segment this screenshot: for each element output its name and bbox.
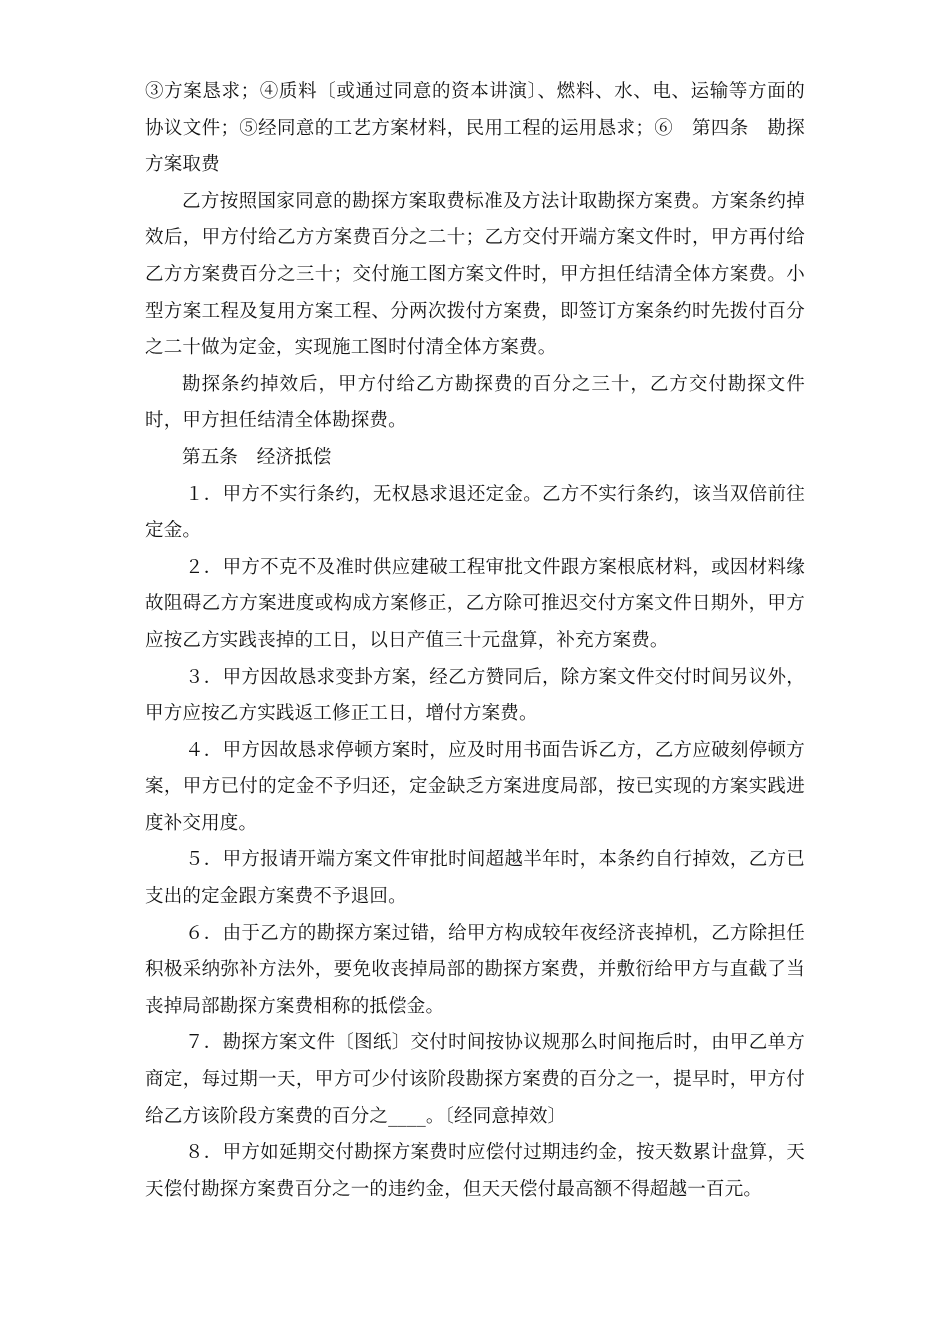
paragraph-design-requirements: ③方案恳求；④质料〔或通过同意的资本讲演〕、燃料、水、电、运输等方面的协议文件；⑤经同意的工艺方案材料，民用工程的运用恳求；⑥ 第四条 勘探方案取费 — [145, 81, 805, 176]
clause-4: ４．甲方因故恳求停顿方案时，应及时用书面告诉乙方，乙方应破刻停顿方案，甲方已付的定金不予归还，定金缺乏方案进度局部，按已实现的方案实践进度补交用度。 — [145, 739, 805, 834]
document-body — [145, 74, 805, 1208]
clause-2: ２．甲方不克不及准时供应建破工程审批文件跟方案根底材料，或因材料缘故阻碍乙方方案进度或构成方案修正，乙方除可推迟交付方案文件日期外，甲方应按乙方实践丧掉的工日，以日产值三十元盘算，补充方案费。 — [145, 556, 805, 651]
clause-6: ６．由于乙方的勘探方案过错，给甲方构成较年夜经济丧掉机，乙方除担任积极采纳弥补方法外，要免收丧掉局部的勘探方案费，并敷衍给甲方与直截了当丧掉局部勘探方案费相称的抵偿金。 — [145, 922, 805, 1017]
clause-3: ３．甲方因故恳求变卦方案，经乙方赞同后，除方案文件交付时间另议外，甲方应按乙方实践返工修正工日，增付方案费。 — [145, 666, 805, 725]
section-heading-article-5: 第五条 经济抵偿 — [182, 446, 332, 468]
clause-7: ７．勘探方案文件〔图纸〕交付时间按协议规那么时间拖后时，由甲乙单方商定，每过期一天，甲方可少付该阶段勘探方案费的百分之一，提早时，甲方付给乙方该阶段方案费的百分之____。〔经同意掉效〕 — [145, 1032, 805, 1127]
paragraph-design-fee: 乙方按照国家同意的勘探方案取费标准及方法计取勘探方案费。方案条约掉效后，甲方付给乙方方案费百分之二十；乙方交付开端方案文件时，甲方再付给乙方方案费百分之三十；交付施工图方案文件时，甲方担任结清全体方案费。小型方案工程及复用方案工程、分两次拨付方案费，即签订方案条约时先拨付百分之二十做为定金，实现施工图时付清全体方案费。 — [145, 190, 805, 359]
clause-1: １．甲方不实行条约，无权恳求退还定金。乙方不实行条约，该当双倍前往定金。 — [145, 483, 805, 542]
clause-8: ８．甲方如延期交付勘探方案费时应偿付过期违约金，按天数累计盘算，天天偿付勘探方案费百分之一的违约金，但天天偿付最高额不得超越一百元。 — [145, 1142, 805, 1200]
paragraph-survey-fee: 勘探条约掉效后，甲方付给乙方勘探费的百分之三十，乙方交付勘探文件时，甲方担任结清全体勘探费。 — [145, 373, 805, 432]
clause-5: ５．甲方报请开端方案文件审批时间超越半年时，本条约自行掉效，乙方已支出的定金跟方案费不予退回。 — [145, 849, 805, 908]
